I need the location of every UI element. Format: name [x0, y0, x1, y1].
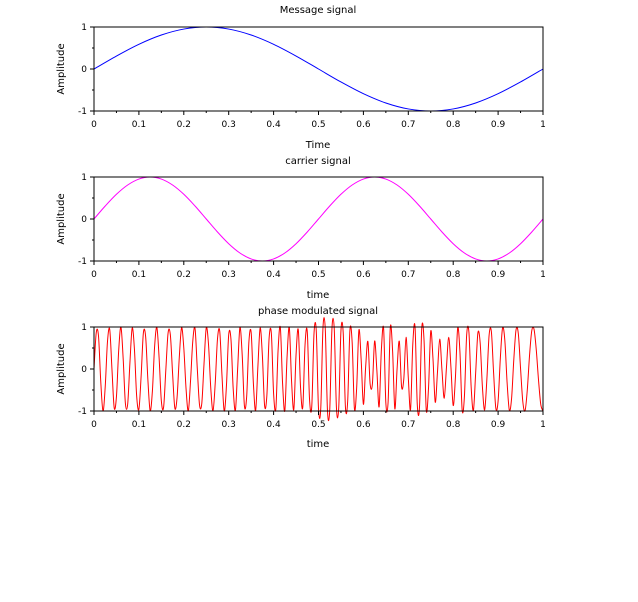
x-tick-label: 0.2 — [176, 420, 191, 430]
x-tick-label: 0.3 — [221, 120, 236, 130]
x-tick-label: 0.6 — [356, 420, 371, 430]
y-axis-label: Amplitude — [56, 43, 67, 95]
x-tick-label: 0.9 — [490, 120, 506, 130]
x-tick-label: 1 — [540, 420, 546, 430]
x-tick-label: 0.6 — [356, 120, 371, 130]
x-tick-label: 0.5 — [311, 120, 326, 130]
x-tick-label: 0.1 — [131, 420, 147, 430]
x-tick-label: 0.3 — [221, 420, 236, 430]
x-tick-label: 0.4 — [266, 270, 281, 280]
x-tick-label: 0.2 — [176, 270, 191, 280]
y-tick-label: 1 — [81, 323, 87, 333]
x-tick-label: 0.7 — [401, 120, 416, 130]
y-tick-label: 0 — [81, 365, 87, 375]
x-tick-label: 0.1 — [131, 120, 147, 130]
y-tick-label: -1 — [78, 407, 87, 417]
x-tick-label: 0.1 — [131, 270, 147, 280]
x-tick-label: 0.4 — [266, 120, 281, 130]
x-tick-label: 0.3 — [221, 270, 236, 280]
chart-title: carrier signal — [285, 156, 351, 167]
x-tick-label: 0 — [91, 420, 97, 430]
x-axis-label: Time — [305, 140, 331, 151]
x-tick-label: 0.8 — [446, 270, 461, 280]
x-tick-label: 0.8 — [446, 420, 461, 430]
x-tick-label: 1 — [540, 120, 546, 130]
chart-title: Message signal — [279, 5, 357, 16]
y-tick-label: -1 — [78, 107, 87, 117]
chart-title: phase modulated signal — [258, 306, 378, 317]
y-tick-label: 0 — [81, 65, 87, 75]
x-tick-label: 0 — [91, 270, 97, 280]
x-axis-label: time — [306, 290, 330, 301]
x-tick-label: 0.5 — [311, 420, 326, 430]
x-tick-label: 0.7 — [401, 420, 416, 430]
x-tick-label: 0.6 — [356, 270, 371, 280]
x-tick-label: 0.5 — [311, 270, 326, 280]
x-tick-label: 0.8 — [446, 120, 461, 130]
y-tick-label: 1 — [81, 23, 87, 33]
y-tick-label: 1 — [81, 173, 87, 183]
y-tick-label: 0 — [81, 215, 87, 225]
y-axis-label: Amplitude — [56, 193, 67, 245]
x-axis-label: time — [306, 439, 330, 450]
x-tick-label: 1 — [540, 270, 546, 280]
y-tick-label: -1 — [78, 257, 87, 267]
x-tick-label: 0.9 — [490, 420, 506, 430]
x-tick-label: 0 — [91, 120, 97, 130]
x-tick-label: 0.9 — [490, 270, 506, 280]
y-axis-label: Amplitude — [56, 343, 67, 395]
x-tick-label: 0.4 — [266, 420, 281, 430]
x-tick-label: 0.7 — [401, 270, 416, 280]
x-tick-label: 0.2 — [176, 120, 191, 130]
